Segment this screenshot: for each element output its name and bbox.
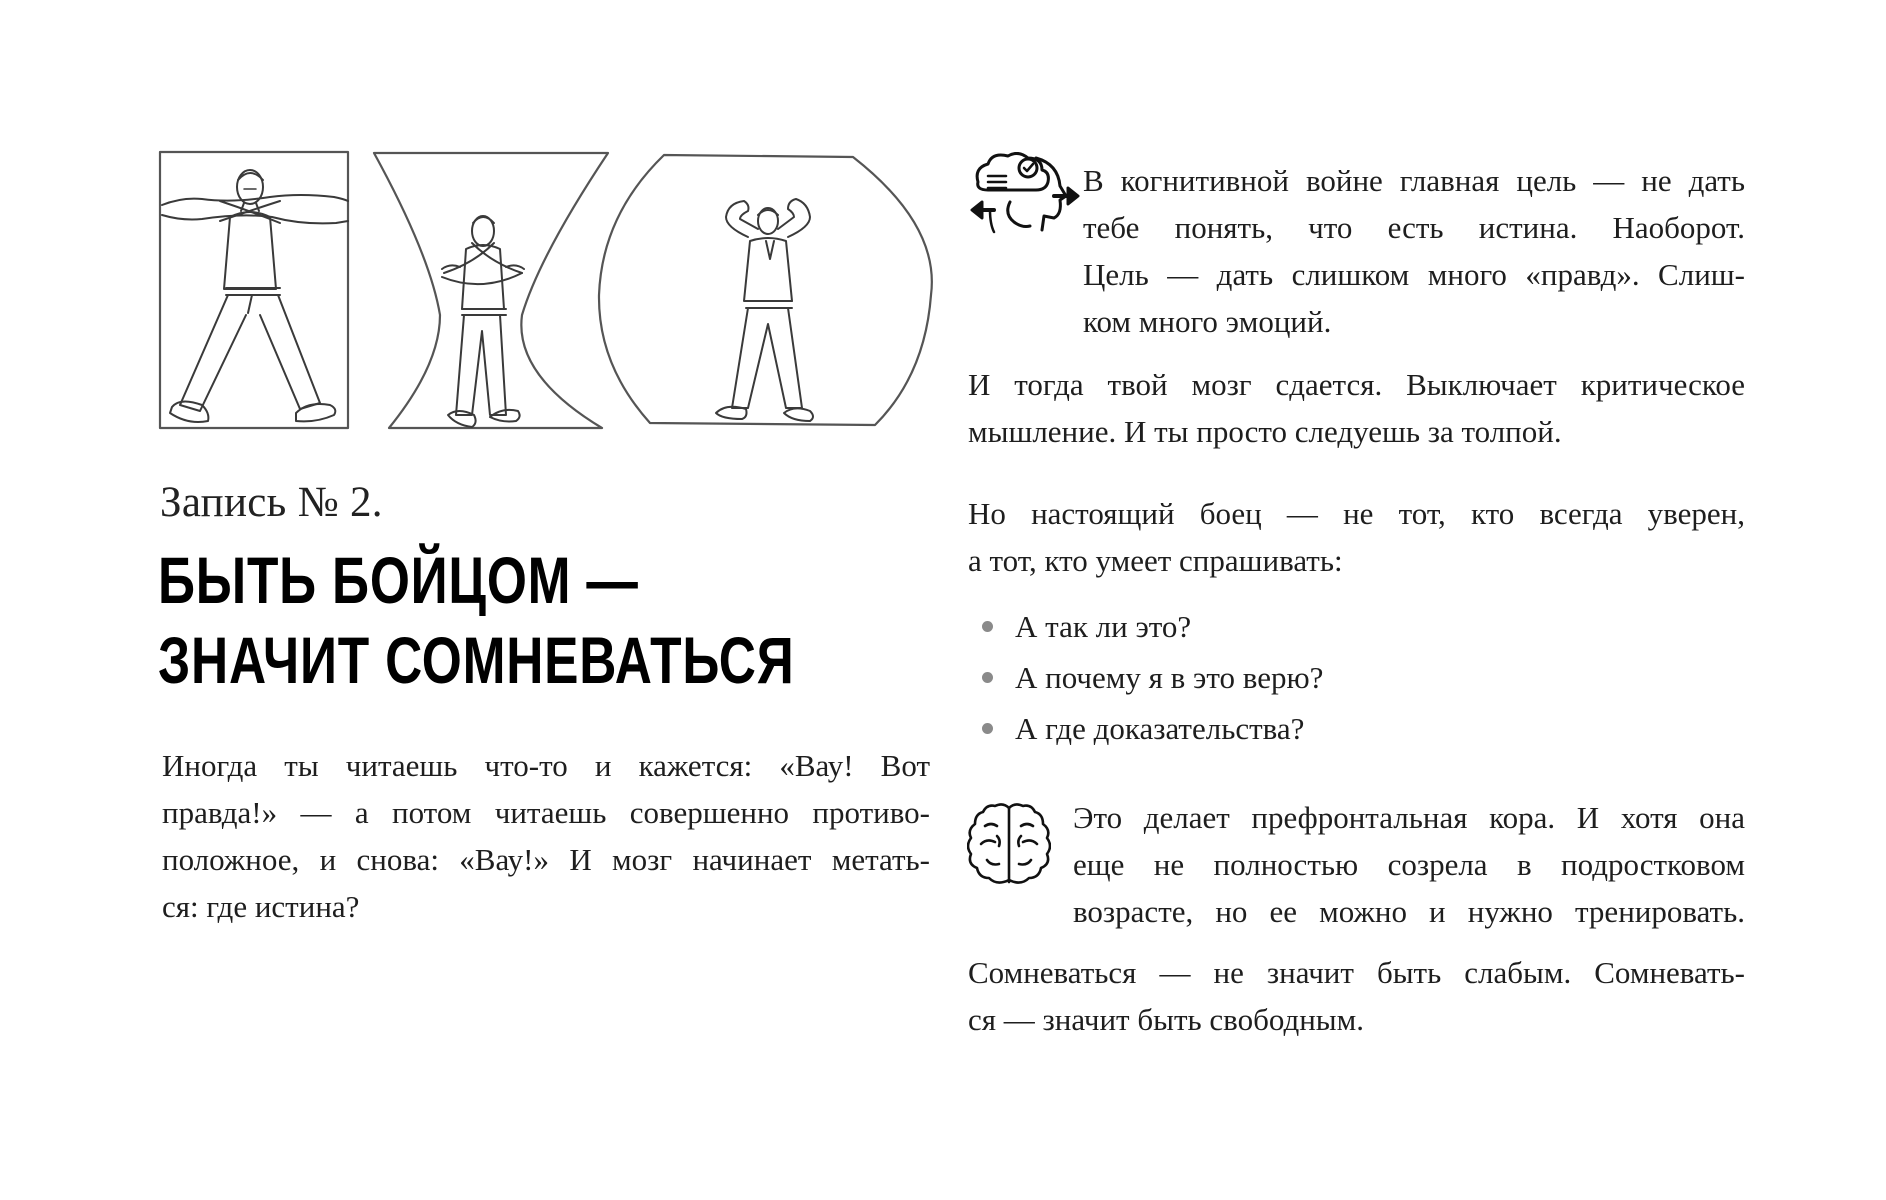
text-line: тебе понять, что есть истина. Наоборот. — [1083, 210, 1745, 245]
head-info-arrows-icon — [970, 152, 1080, 240]
text-line: В когнитивной войне главная цель — не дать — [1083, 163, 1745, 198]
page-title — [158, 540, 795, 700]
text-line: ся — значит быть свободным. — [968, 1002, 1365, 1037]
bullet-icon — [982, 621, 993, 632]
panel-rectangle-figure — [160, 152, 348, 428]
three-panel-illustration — [150, 145, 950, 440]
bullet-icon — [982, 672, 993, 683]
paragraph-doubt-is-freedom — [968, 949, 1745, 1043]
list-item — [968, 601, 1745, 652]
paragraph-real-fighter — [968, 490, 1745, 584]
text-line: а тот, кто умеет спрашивать: — [968, 543, 1343, 578]
text-line: Это делает префронтальная кора. И хотя она — [1073, 800, 1745, 835]
text-line: Сомневаться — не значит быть слабым. Сомневать- — [968, 955, 1745, 990]
callout-prefrontal-cortex — [1073, 794, 1745, 935]
title-line-2: ЗНАЧИТ СОМНЕВАТЬСЯ — [158, 623, 795, 697]
list-item-text: А почему я в это верю? — [1015, 660, 1324, 695]
intro-paragraph — [162, 742, 930, 930]
paragraph-brain-gives-up — [968, 361, 1745, 455]
callout-cognitive-war — [1083, 157, 1745, 345]
text-line: возрасте, но ее можно и нужно тренировать. — [1073, 894, 1745, 929]
text-line: ся: где истина? — [162, 889, 360, 924]
text-line: Но настоящий боец — не тот, кто всегда уверен, — [968, 496, 1745, 531]
text-line: И тогда твой мозг сдается. Выключает критическое — [968, 367, 1745, 402]
list-item-text: А так ли это? — [1015, 609, 1192, 644]
text-line: правда!» — а потом читаешь совершенно противо- — [162, 795, 930, 830]
panel-barrel-figure — [599, 155, 932, 425]
list-item — [968, 703, 1745, 754]
brain-icon — [967, 800, 1051, 892]
text-line: положное, и снова: «Вау!» И мозг начинает метать- — [162, 842, 930, 877]
text-line: еще не полностью созрела в подростковом — [1073, 847, 1745, 882]
list-item — [968, 652, 1745, 703]
entry-label: Запись № 2. — [160, 479, 383, 526]
text-line: ком много эмоций. — [1083, 304, 1332, 339]
text-line: Цель — дать слишком много «правд». Слиш- — [1083, 257, 1745, 292]
panel-hourglass-figure — [374, 153, 608, 428]
list-item-text: А где доказательства? — [1015, 711, 1305, 746]
title-line-1: БЫТЬ БОЙЦОМ — — [158, 543, 639, 617]
bullet-icon — [982, 723, 993, 734]
questions-list — [968, 601, 1745, 754]
text-line: Иногда ты читаешь что-то и кажется: «Вау! Вот — [162, 748, 930, 783]
text-line: мышление. И ты просто следуешь за толпой. — [968, 414, 1562, 449]
